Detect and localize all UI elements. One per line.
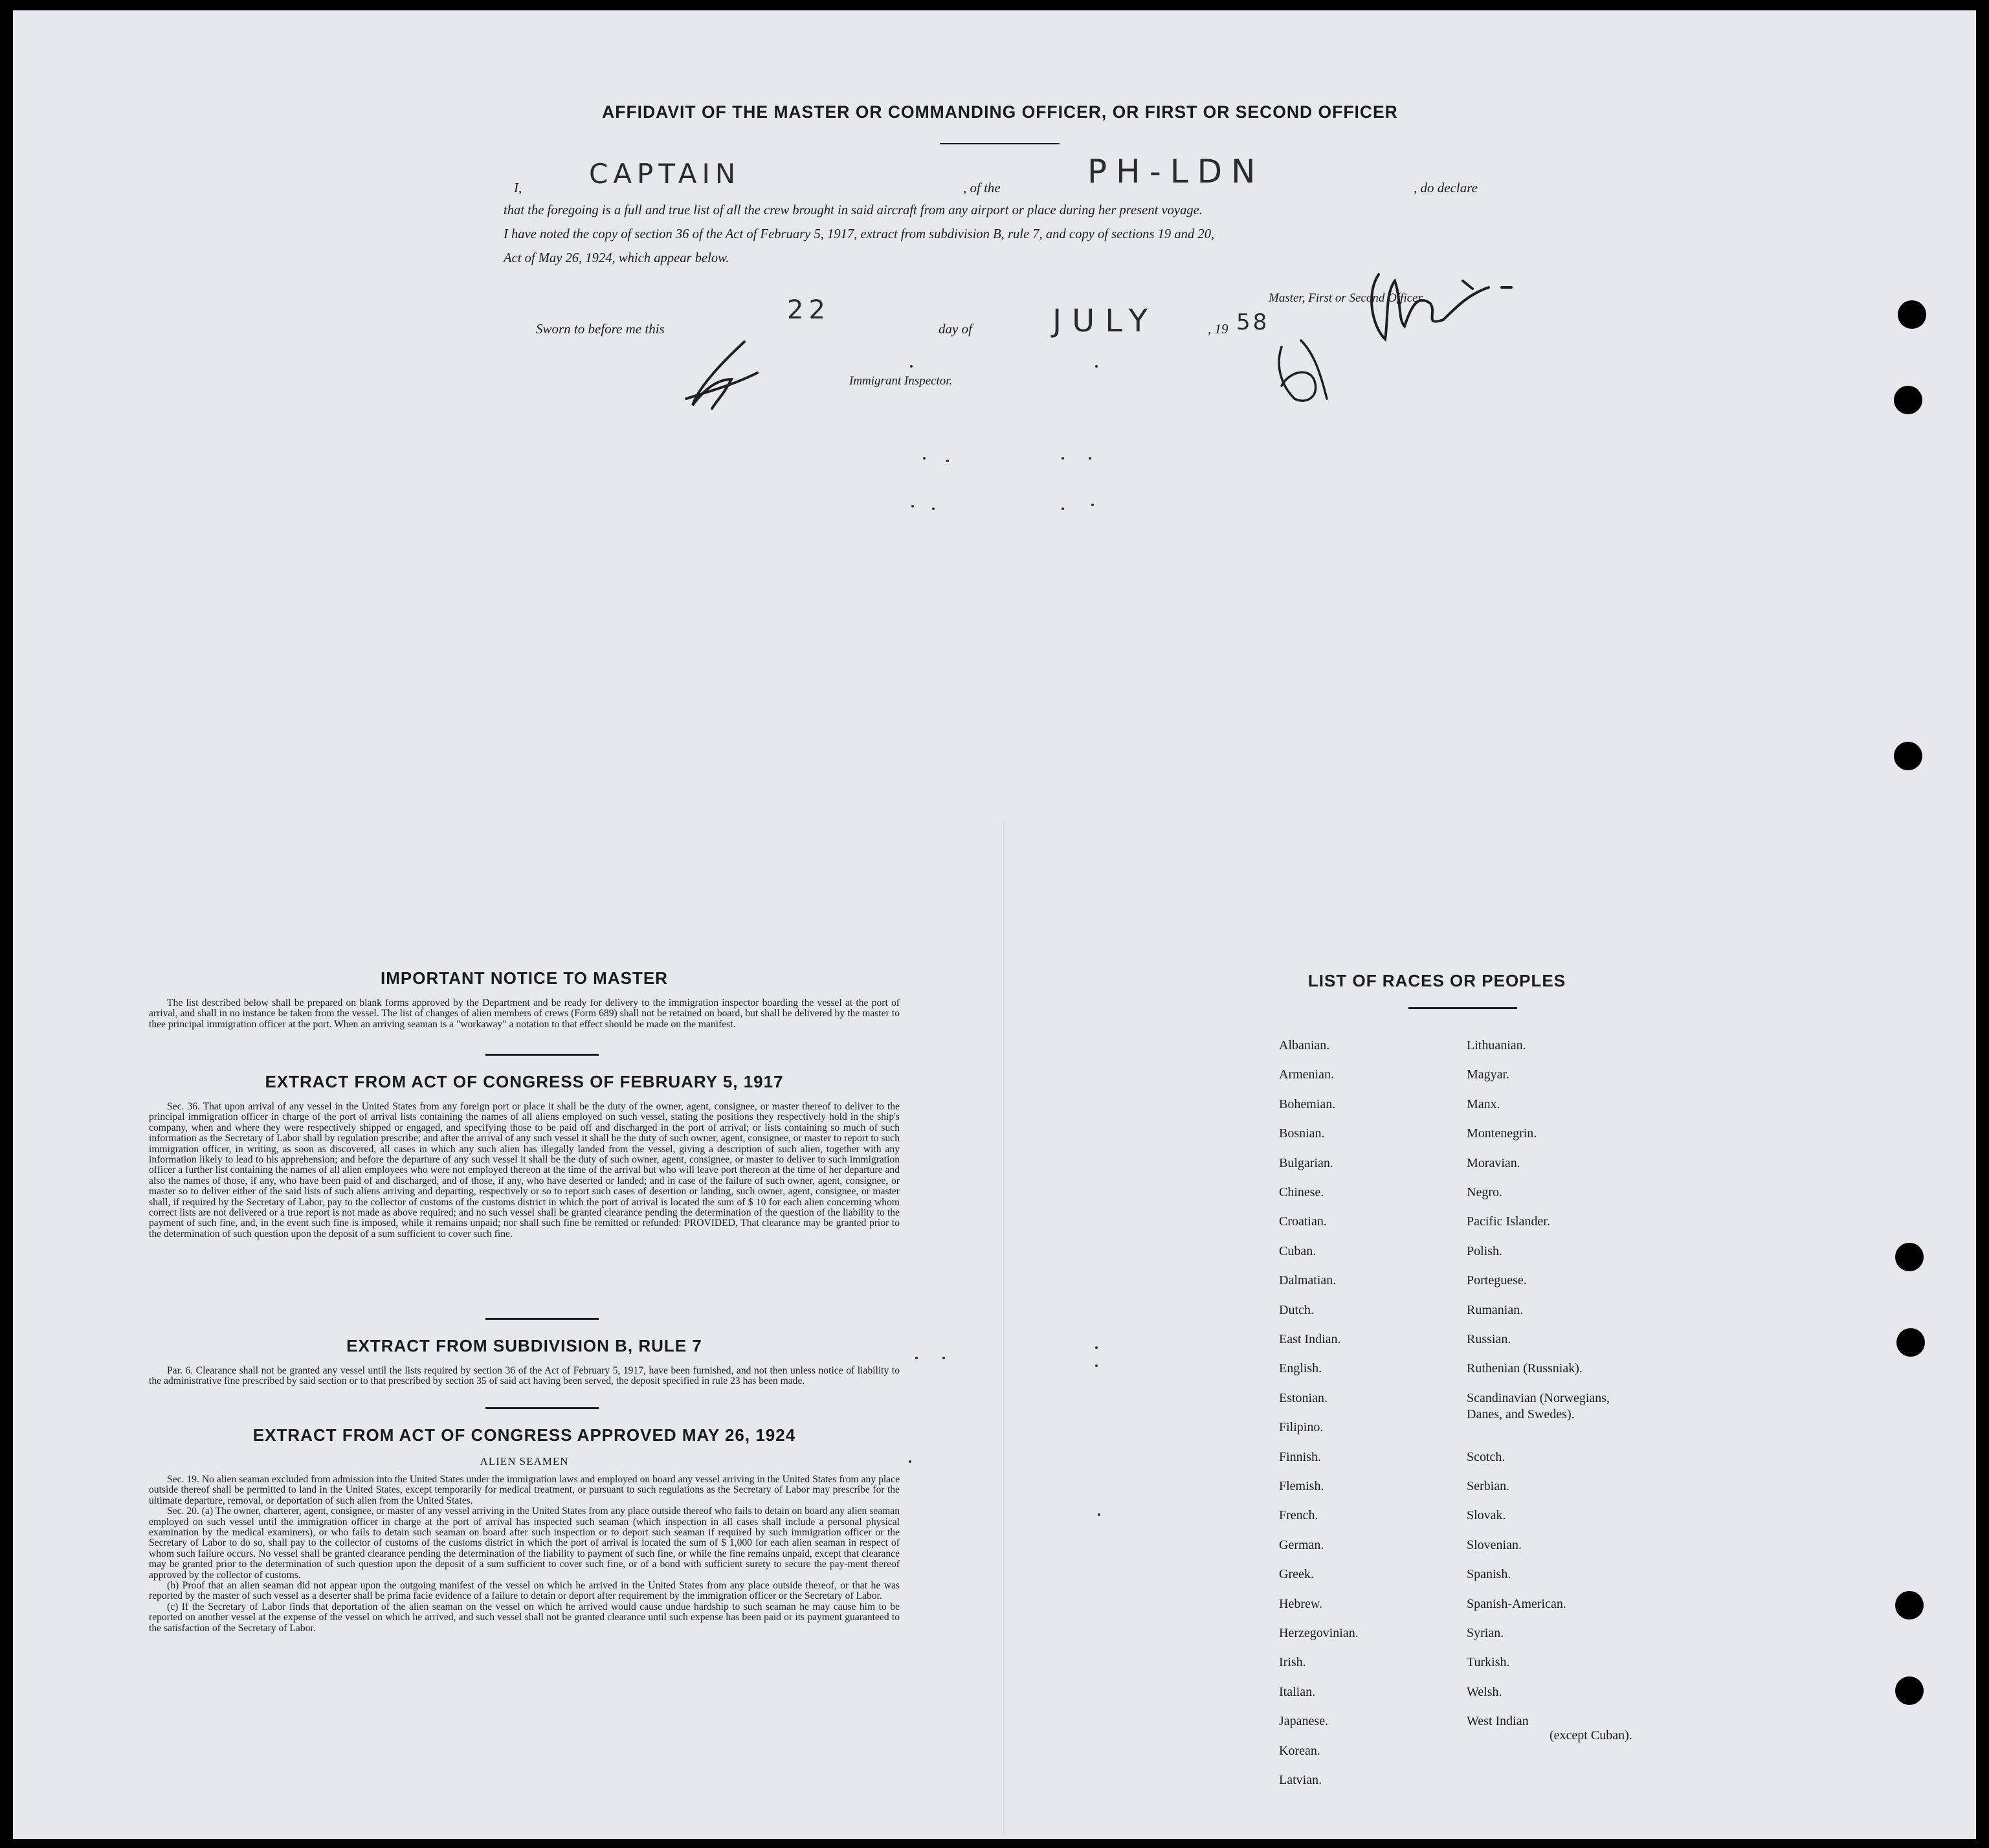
- speck: [1095, 1364, 1098, 1367]
- affidavit-line-2: that the foregoing is a full and true list of all the crew brought in said aircraft from any airport or place during her present voyage.: [504, 203, 1203, 217]
- race-item: Irish.: [1279, 1655, 1306, 1669]
- speck: [1061, 457, 1064, 460]
- race-item: East Indian.: [1279, 1332, 1341, 1346]
- affidavit-i-label: I,: [514, 180, 522, 195]
- race-item: Italian.: [1279, 1685, 1316, 1699]
- document-page: [13, 10, 1976, 1839]
- inspector-label: Immigrant Inspector.: [849, 374, 953, 388]
- race-item: Latvian.: [1279, 1773, 1322, 1787]
- race-item: Armenian.: [1279, 1067, 1334, 1082]
- race-west-indian-cont: (except Cuban).: [1550, 1728, 1632, 1742]
- speck: [1061, 507, 1064, 510]
- race-item: Manx.: [1467, 1097, 1500, 1111]
- speck: [932, 507, 935, 510]
- race-item: Bohemian.: [1279, 1097, 1336, 1111]
- speck: [911, 505, 914, 507]
- race-item: Hebrew.: [1279, 1597, 1323, 1611]
- race-item: Greek.: [1279, 1567, 1314, 1581]
- race-item: Rumanian.: [1467, 1303, 1524, 1317]
- extract-rule7-title: EXTRACT FROM SUBDIVISION B, RULE 7: [346, 1336, 702, 1355]
- race-item: Moravian.: [1467, 1156, 1520, 1170]
- races-title: LIST OF RACES OR PEOPLES: [1307, 971, 1566, 990]
- race-item: Ruthenian (Russniak).: [1467, 1361, 1583, 1375]
- extract-1917-title: EXTRACT FROM ACT OF CONGRESS OF FEBRUARY 5, 1917: [265, 1072, 784, 1091]
- fold-line: [1003, 819, 1005, 1836]
- affidavit-title-rule: [940, 143, 1060, 144]
- affidavit-title: AFFIDAVIT OF THE MASTER OR COMMANDING OFFICER, OR FIRST OR SECOND OFFICER: [602, 102, 1398, 122]
- punch-hole: [1894, 386, 1922, 414]
- sworn-before-label: Sworn to before me this: [536, 321, 665, 337]
- punch-hole: [1894, 742, 1922, 770]
- race-item: Scotch.: [1467, 1450, 1506, 1464]
- race-item: West Indian: [1467, 1714, 1529, 1728]
- master-signature: [1359, 268, 1515, 352]
- sec-20c: (c) If the Secretary of Labor finds that deportation of the alien seaman on the vessel on which he arrived would cause undue hardship to such seaman he may cause him to be reported on another vessel at the expense of the vessel on which he arrived, and such vessel shall not be granted clearance until such expense has been paid or its payment guaranteed to the satisfaction of the Secretary of Labor.: [149, 1601, 900, 1634]
- race-item: Slovak.: [1467, 1508, 1506, 1522]
- race-item: Flemish.: [1279, 1479, 1324, 1493]
- speck: [1091, 504, 1094, 506]
- race-item: Spanish-American.: [1467, 1597, 1566, 1611]
- aircraft-registration-handwritten: PH-LDN: [1087, 153, 1265, 190]
- speck: [910, 365, 913, 368]
- speck: [1095, 365, 1098, 368]
- race-item: Pacific Islander.: [1467, 1214, 1550, 1229]
- race-item: Estonian.: [1279, 1391, 1328, 1405]
- extract-rule7-rule: [485, 1407, 599, 1409]
- race-item: Dalmatian.: [1279, 1273, 1337, 1287]
- race-item: Porteguese.: [1467, 1273, 1527, 1287]
- notice-rule: [485, 1054, 599, 1056]
- punch-hole: [1896, 1328, 1925, 1357]
- sec-19: Sec. 19. No alien seaman excluded from admission into the United States under the immigration laws and employed on board any vessel arriving in the United States from any place outside thereof shall be permitted to land in the United States, except temporarily for medical treatment, or pursuant to such regulations as the Secretary of Labor may prescribe for the ultimate departure, removal, or deportation of such alien from the United States.: [149, 1474, 900, 1506]
- race-item: English.: [1279, 1361, 1322, 1375]
- affidavit-line-4: Act of May 26, 1924, which appear below.: [504, 251, 729, 265]
- race-item: Syrian.: [1467, 1626, 1504, 1640]
- speck: [1098, 1513, 1100, 1516]
- day-handwritten: 22: [787, 295, 830, 325]
- master-officer-label: Master, First or Second Officer.: [1269, 291, 1425, 305]
- speck: [923, 457, 926, 460]
- affidavit-line-3: I have noted the copy of section 36 of the Act of February 5, 1917, extract from subdivision B, rule 7, and copy of sections 19 and 20,: [504, 227, 1215, 241]
- race-item: Bosnian.: [1279, 1126, 1325, 1141]
- speck: [1095, 1346, 1098, 1349]
- race-item: German.: [1279, 1538, 1324, 1552]
- race-item: Magyar.: [1467, 1067, 1510, 1082]
- race-item: Croatian.: [1279, 1214, 1327, 1229]
- extract-1924-text: [149, 1475, 900, 1634]
- race-item: Filipino.: [1279, 1420, 1324, 1434]
- month-handwritten: JULY: [1052, 303, 1158, 339]
- notice-text: The list described below shall be prepared on blank forms approved by the Department and be ready for delivery to the immigration inspector boarding the vessel at the port of arrival, and shall in no instance be taken from the vessel. The list of changes of alien members of crews (Form 689) shall not be retained on board, but shall be delivered by the master to thee principal immigration officer at the port. When an arriving seaman is a "workaway" a notation to that effect should be made on the manifest.: [149, 997, 900, 1030]
- race-item: Japanese.: [1279, 1714, 1329, 1728]
- speck: [942, 1357, 945, 1359]
- race-item: Spanish.: [1467, 1567, 1511, 1581]
- race-item: Negro.: [1467, 1185, 1502, 1199]
- race-item: Slovenian.: [1467, 1538, 1522, 1552]
- speck: [909, 1460, 911, 1463]
- extract-1917-text: Sec. 36. That upon arrival of any vessel in the United States from any foreign port or place it shall be the duty of the owner, agent, consignee, or master thereof to deliver to the principal immigration officer in charge of the port of arrival lists containing the names of all aliens employed on such vessel, stating the positions they respectively hold in the ship's company, when and where they were respectively shipped or engaged, and specifying those to be paid off and discharged in the port of arrival; or lists containing so much of such information as the Secretary of Labor shall by regulation prescribe; and after the arrival of any such vessel it shall be the duty of such owner, agent, consignee, or master to report to such immigration officer, in writing, as soon as discovered, all cases in which any such alien has illegally landed from the vessel, giving a description of such alien, together with any information likely to lead to his apprehension; and before the departure of any such vessel it shall be the duty of such owner, agent, consignee, or master to deliver to such immigration officer a further list containing the names of all alien employees who were not employed thereon at the time of the arrival but who will leave port thereon at the time of her departure and also the names of those, if any, who have been paid of and discharged, and of those, if any, who have deserted or landed; and in case of the failure of such owner, agent, consignee, or master so to deliver either of the said lists of such aliens arriving and departing, respectively or so to report such cases of desertion or landing, such owner, agent, consignee, or master shall, if required by the Secretary of Labor, pay to the collector of customs of the customs district in which the port of arrival is located the sum of $ 10 for each alien concerning whom correct lists are not delivered or a true report is not made as above required; and no such vessel shall be granted clearance pending the determination of the question of the liability to the payment of such fine, and, in the event such fine is imposed, while it remains unpaid; nor shall such fine be remitted or refunded: PROVIDED, That clearance may be granted prior to the determination of such question upon the deposit of a sum sufficient to cover such fine.: [149, 1101, 900, 1240]
- race-item: Cuban.: [1279, 1244, 1317, 1258]
- captain-name-handwritten: CAPTAIN: [589, 158, 741, 190]
- race-item: Dutch.: [1279, 1303, 1314, 1317]
- race-item: Welsh.: [1467, 1685, 1502, 1699]
- extract-1917-rule: [485, 1318, 599, 1320]
- second-initials: [1256, 334, 1340, 412]
- race-item: Albanian.: [1279, 1038, 1330, 1052]
- race-item: Chinese.: [1279, 1185, 1324, 1199]
- race-item: Herzegovinian.: [1279, 1626, 1359, 1640]
- race-item: Scandinavian (Norwegians,: [1467, 1391, 1610, 1405]
- speck: [1089, 457, 1091, 460]
- race-item: Montenegrin.: [1467, 1126, 1537, 1141]
- extract-rule7-text: Par. 6. Clearance shall not be granted any vessel until the lists required by section 36 of the Act of February 5, 1917, have been furnished, and not then unless notice of liability to the administrative fine prescribed by said section or to that prescribed by section 35 of said act having been served, the deposit specified in rule 23 has been made.: [149, 1365, 900, 1387]
- race-scandinavian-cont: Danes, and Swedes).: [1467, 1407, 1575, 1421]
- punch-hole: [1895, 1243, 1924, 1271]
- race-item: Polish.: [1467, 1244, 1503, 1258]
- extract-1924-subtitle: ALIEN SEAMEN: [480, 1455, 569, 1467]
- speck: [946, 460, 949, 462]
- race-item: Bulgarian.: [1279, 1156, 1333, 1170]
- punch-hole: [1895, 1591, 1924, 1620]
- race-item: Korean.: [1279, 1744, 1320, 1758]
- speck: [915, 1357, 918, 1359]
- punch-hole: [1895, 1676, 1924, 1705]
- year-prefix: , 19: [1208, 321, 1228, 337]
- year-handwritten: 58: [1236, 309, 1270, 335]
- affidavit-do-declare: , do declare: [1414, 180, 1478, 195]
- sec-20b: (b) Proof that an alien seaman did not appear upon the outgoing manifest of the vessel on which he arrived in the United States from any place outside thereof, or that he was reported by the master of such vessel as a deserter shall be prima facie evidence of a failure to detain or deport after requirement by the immigration officer or the Secretary of Labor.: [149, 1580, 900, 1602]
- race-item: Turkish.: [1467, 1655, 1510, 1669]
- punch-hole: [1898, 300, 1926, 329]
- races-rule: [1408, 1007, 1517, 1009]
- race-item: Finnish.: [1279, 1450, 1322, 1464]
- race-item: Serbian.: [1467, 1479, 1510, 1493]
- affidavit-of-the-label: , of the: [963, 180, 1001, 195]
- race-item: French.: [1279, 1508, 1318, 1522]
- extract-1924-title: EXTRACT FROM ACT OF CONGRESS APPROVED MAY 26, 1924: [252, 1425, 796, 1445]
- day-of-label: day of: [939, 321, 972, 337]
- sec-20a: Sec. 20. (a) The owner, charterer, agent, consignee, or master of any vessel arriving in the United States from any place outside thereof who fails to detain on board any alien seaman employed on such vessel until the immigration officer in charge at the port of arrival has inspected such seaman (which inspection in all cases shall include a personal physical examination by the medical examiners), or who fails to detain such seaman on board after such inspection or to deport such seaman if required by such immigration officer or the Secretary of Labor to do so, shall pay to the collector of customs of the customs district in which the port of arrival is located the sum of $ 1,000 for each alien seaman in respect of whom such failure occurs. No vessel shall be granted clearance pending the determination of the liability to payment of such fine, or while the fine remains unpaid, except that clearance may be granted prior to the determination of such question upon the deposit of a sum sufficient to cover such fine, or of a bond with sufficient surety to secure the pay-ment thereof approved by the collector of customs.: [149, 1506, 900, 1581]
- notice-title: IMPORTANT NOTICE TO MASTER: [381, 968, 668, 988]
- race-item: Lithuanian.: [1467, 1038, 1526, 1052]
- race-item: Russian.: [1467, 1332, 1511, 1346]
- inspector-signature: [680, 334, 777, 418]
